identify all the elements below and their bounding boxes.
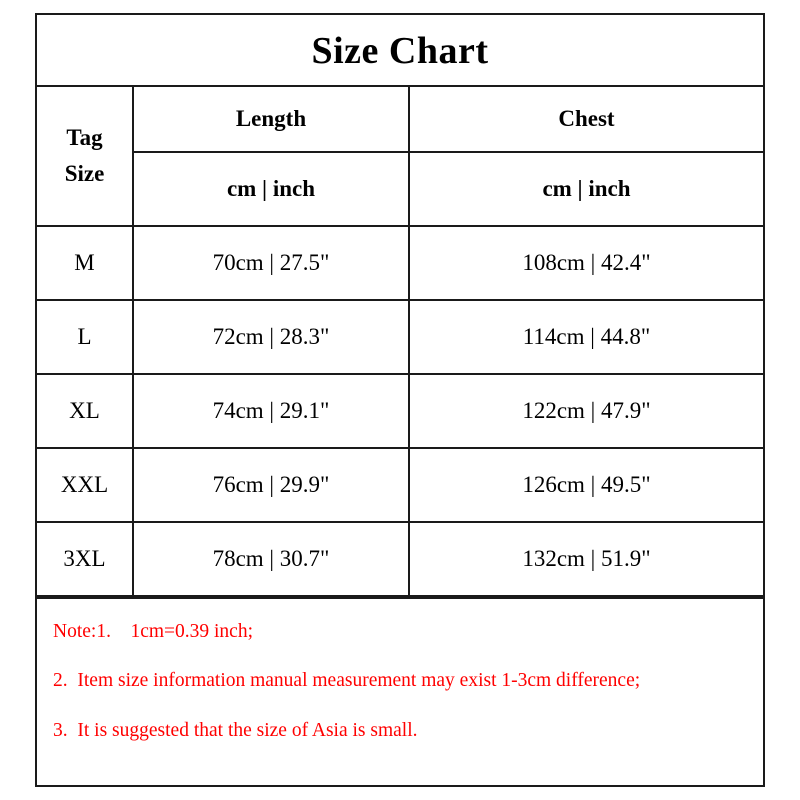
size-chart-frame [35, 13, 765, 787]
note-line-2: 2. Item size information manual measurement may exist 1-3cm difference; [53, 670, 641, 692]
table-header-row [37, 87, 763, 152]
row-length: 78cm | 30.7" [133, 522, 409, 596]
notes-section [37, 597, 763, 785]
length-unit-header: cm | inch [133, 152, 409, 226]
row-chest: 126cm | 49.5" [409, 448, 763, 522]
note-line-1: Note:1. 1cm=0.39 inch; [53, 621, 254, 642]
row-size: M [37, 226, 133, 300]
table-row [37, 300, 763, 374]
chest-header: Chest [409, 87, 763, 152]
table-row [37, 522, 763, 596]
table-row [37, 226, 763, 300]
row-size: 3XL [37, 522, 133, 596]
row-length: 74cm | 29.1" [133, 374, 409, 448]
length-header: Length [133, 87, 409, 152]
row-chest: 122cm | 47.9" [409, 374, 763, 448]
row-size: L [37, 300, 133, 374]
table-row [37, 374, 763, 448]
table-row [37, 448, 763, 522]
size-table [37, 87, 763, 597]
row-length: 70cm | 27.5" [133, 226, 409, 300]
row-size: XL [37, 374, 133, 448]
row-chest: 108cm | 42.4" [409, 226, 763, 300]
tag-size-header [37, 87, 133, 226]
tag-size-header-line2: Size [64, 161, 105, 186]
page-title: Size Chart [37, 15, 763, 87]
row-chest: 132cm | 51.9" [409, 522, 763, 596]
row-length: 76cm | 29.9" [133, 448, 409, 522]
row-chest: 114cm | 44.8" [409, 300, 763, 374]
note-line-3: 3. It is suggested that the size of Asia is small. [53, 719, 418, 741]
row-size: XXL [37, 448, 133, 522]
tag-size-header-line1: Tag [66, 125, 103, 151]
row-length: 72cm | 28.3" [133, 300, 409, 374]
chest-unit-header: cm | inch [409, 152, 763, 226]
table-subheader-row [37, 152, 763, 226]
